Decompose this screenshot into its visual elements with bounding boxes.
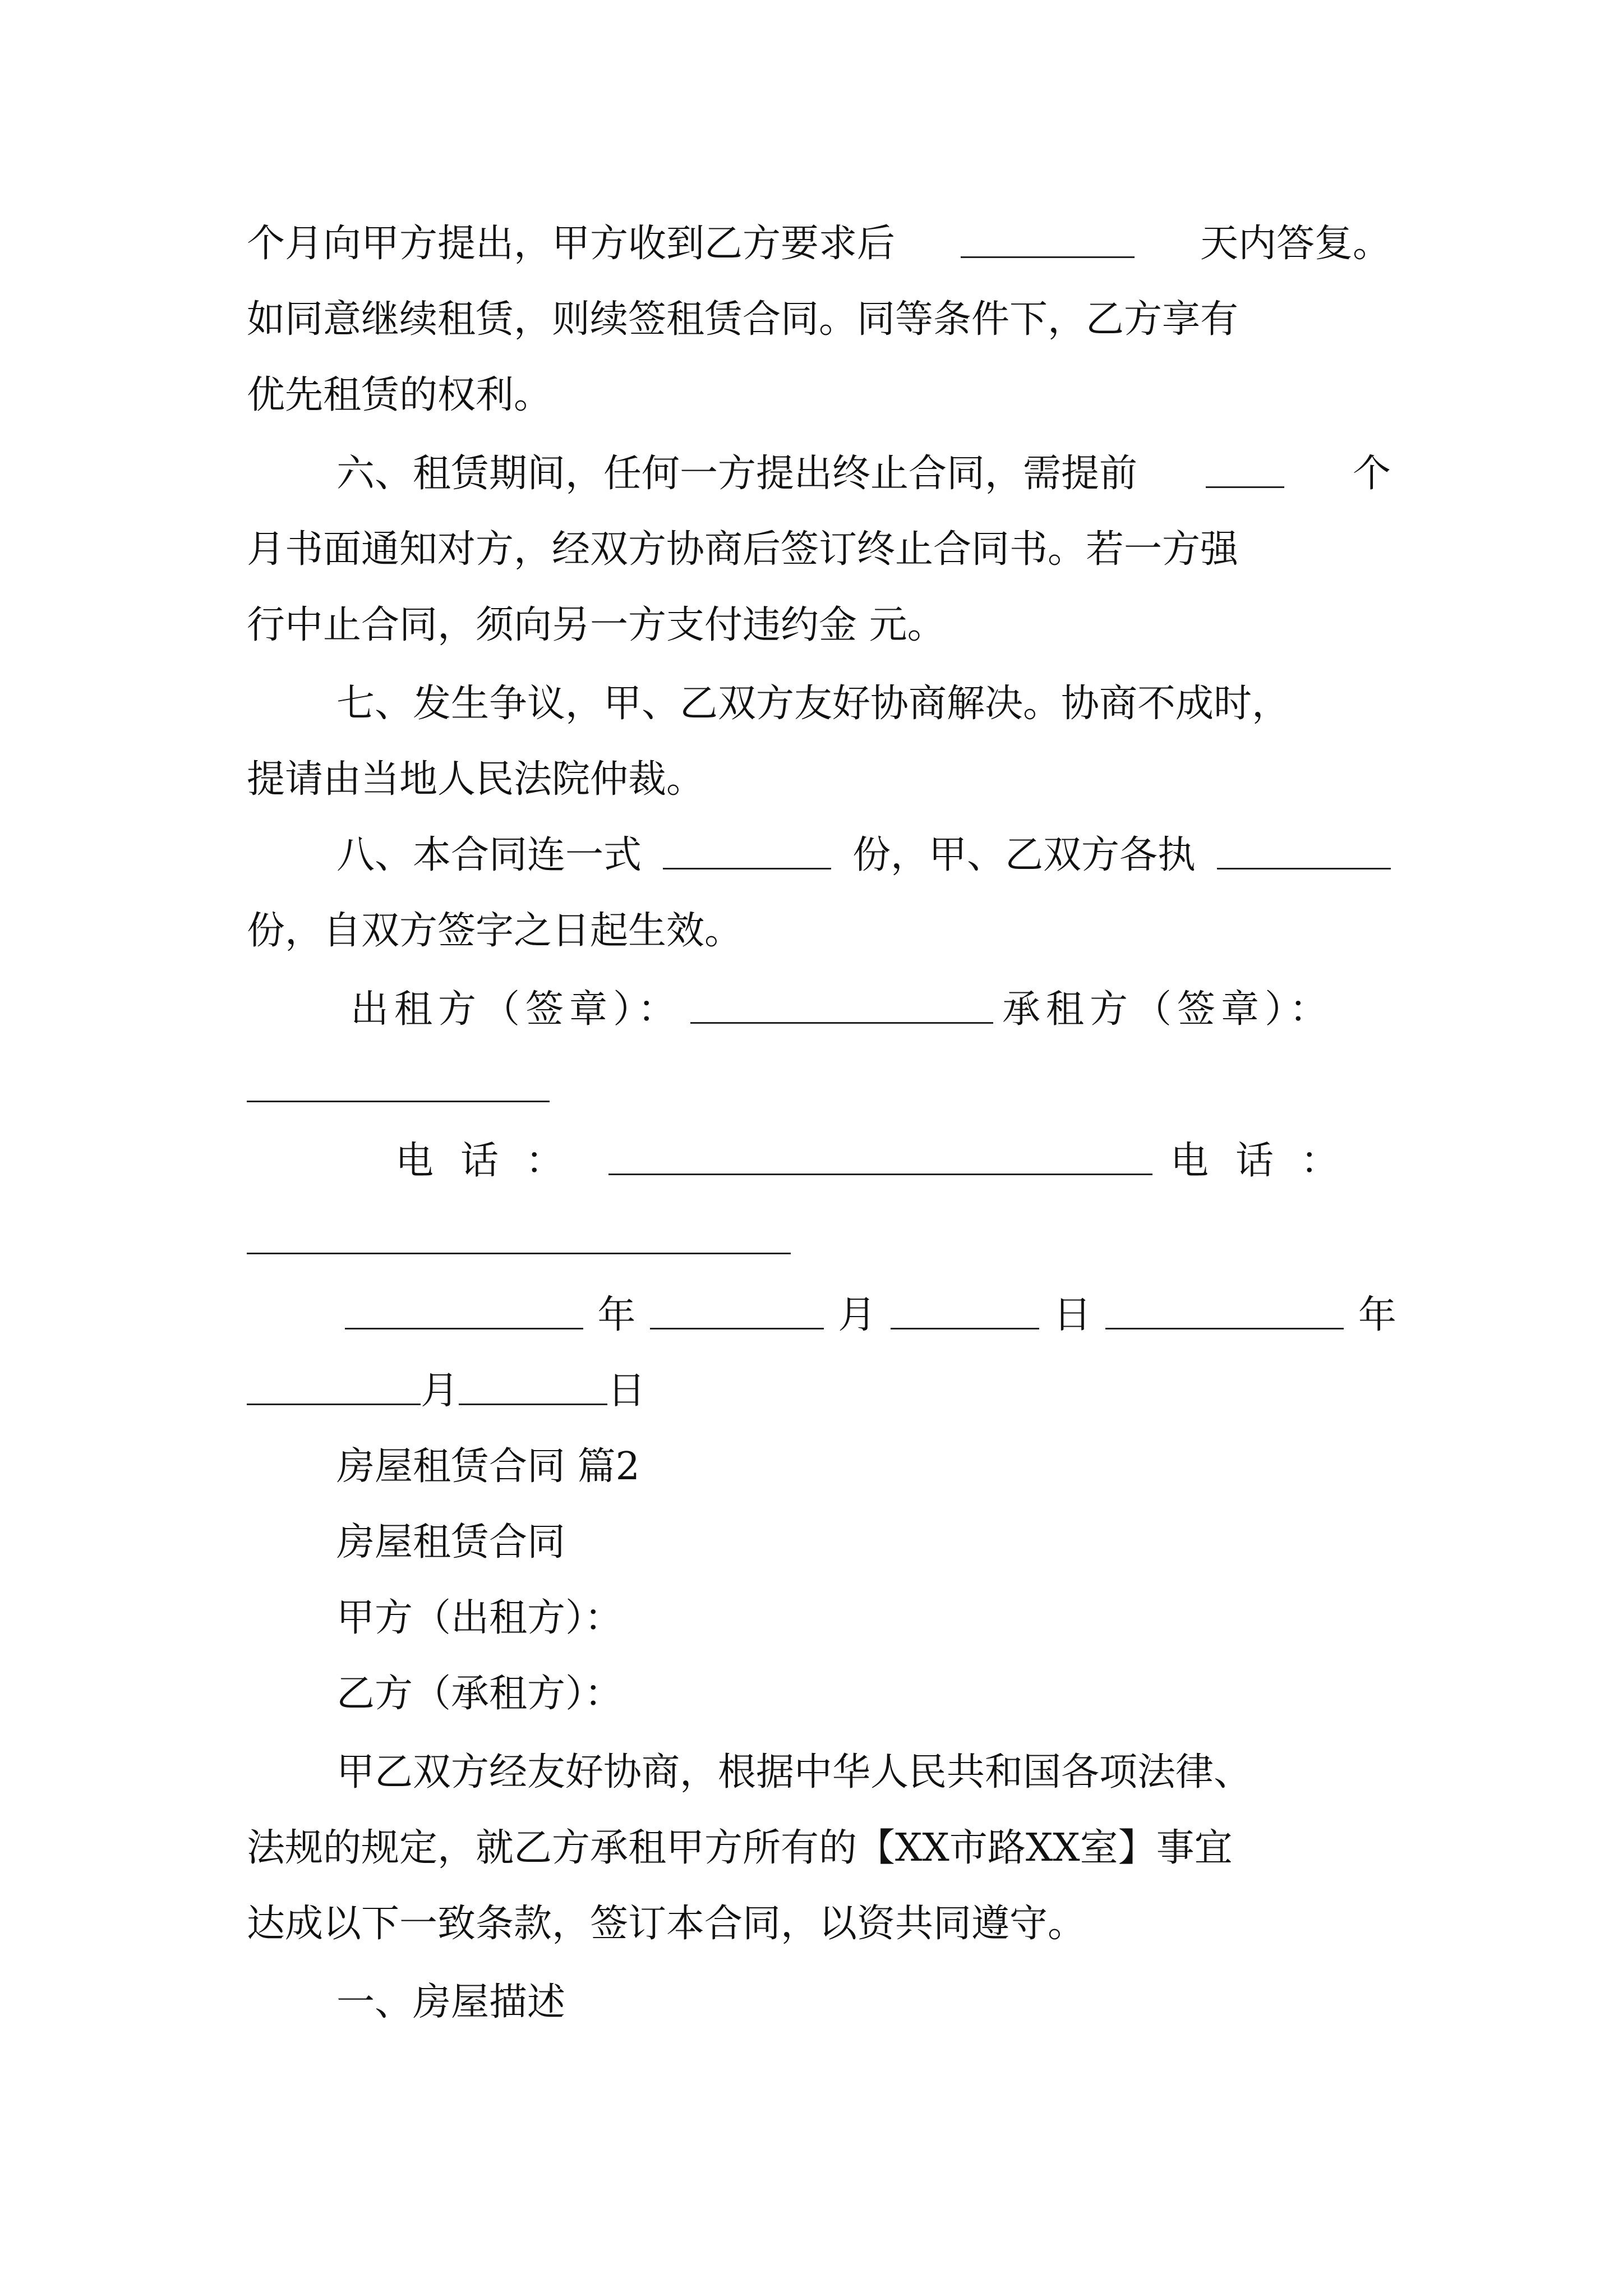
reply-days-blank[interactable] [961, 205, 1135, 258]
lessee-year-blank[interactable] [1105, 1276, 1344, 1329]
lessor-year-label: 年 [597, 1293, 636, 1337]
lessor-month-label: 月 [838, 1293, 877, 1337]
clause8-line1 [336, 816, 1391, 895]
lessee-year-label: 年 [1358, 1293, 1396, 1337]
lessee-day-label: 日 [607, 1369, 646, 1413]
clause7-line1: 七、发生争议，甲、乙双方友好协商解决。协商不成时， [336, 682, 1290, 726]
party-b-label: 乙方（承租方）： [336, 1672, 623, 1716]
clause6-line3: 行中止合同，须向另一方支付违约金 元。 [247, 603, 946, 647]
lessor-day-blank[interactable] [891, 1276, 1039, 1329]
lessor-year-blank[interactable] [345, 1276, 583, 1329]
clause5-text-a: 个月向甲方提出，甲方收到乙方要求后 [247, 222, 896, 266]
lessee-signature-label: 承租方（签章）： [1002, 987, 1334, 1032]
contract-title: 房屋租赁合同 [336, 1520, 566, 1565]
clause1-heading: 一、房屋描述 [336, 1980, 566, 2024]
lessee-month-blank[interactable] [247, 1352, 421, 1405]
clause6-text-b: 个 [1352, 452, 1391, 496]
lessee-phone-label: 电话： [1170, 1139, 1366, 1183]
phone-line [395, 1122, 1366, 1200]
lessee-signature-blank[interactable] [247, 1101, 550, 1102]
clause5-text-b: 天内答复。 [1200, 222, 1391, 266]
copies-each-blank[interactable] [1217, 816, 1391, 869]
clause5-line3: 优先租赁的权利。 [247, 373, 552, 417]
clause8-text-a: 八、本合同连一式 [336, 833, 642, 877]
clause7-line2: 提请由当地人民法院仲裁。 [247, 757, 705, 802]
party-a-label: 甲方（出租方）： [336, 1596, 623, 1640]
signature-line [351, 970, 1333, 1049]
section2-heading: 房屋租赁合同 篇2 [336, 1444, 640, 1489]
clause6-text-a: 六、租赁期间，任何一方提出终止合同，需提前 [336, 452, 1138, 496]
lessor-signature-label: 出租方（签章）： [351, 987, 682, 1032]
lessor-day-label: 日 [1053, 1293, 1092, 1337]
copies-total-blank[interactable] [663, 816, 831, 869]
lessor-phone-blank[interactable] [608, 1122, 1152, 1175]
intro-line1: 甲乙双方经友好协商，根据中华人民共和国各项法律、 [336, 1750, 1252, 1795]
lessee-phone-blank[interactable] [247, 1253, 791, 1254]
lessee-day-blank[interactable] [459, 1352, 607, 1405]
lessee-month-label: 月 [421, 1369, 459, 1413]
clause5-line2: 如同意继续租赁，则续签租赁合同。同等条件下，乙方享有 [247, 297, 1239, 342]
clause8-line2: 份，自双方签字之日起生效。 [247, 909, 743, 953]
lessor-phone-label: 电话： [395, 1139, 591, 1183]
clause6-line2: 月书面通知对方，经双方协商后签订终止合同书。若一方强 [247, 527, 1239, 572]
clause5-line1 [247, 205, 1391, 283]
date-line [345, 1276, 1396, 1355]
lessor-month-blank[interactable] [650, 1276, 824, 1329]
intro-line2: 法规的规定，就乙方承租甲方所有的【XX市路XX室】事宜 [247, 1826, 1233, 1870]
intro-line3: 达成以下一致条款，签订本合同，以资共同遵守。 [247, 1902, 1086, 1946]
clause6-line1 [336, 435, 1391, 513]
clause8-text-b: 份，甲、乙双方各执 [852, 833, 1196, 877]
lessor-signature-blank[interactable] [690, 970, 993, 1024]
notice-months-blank[interactable] [1206, 435, 1284, 488]
date-line-2 [247, 1352, 645, 1430]
